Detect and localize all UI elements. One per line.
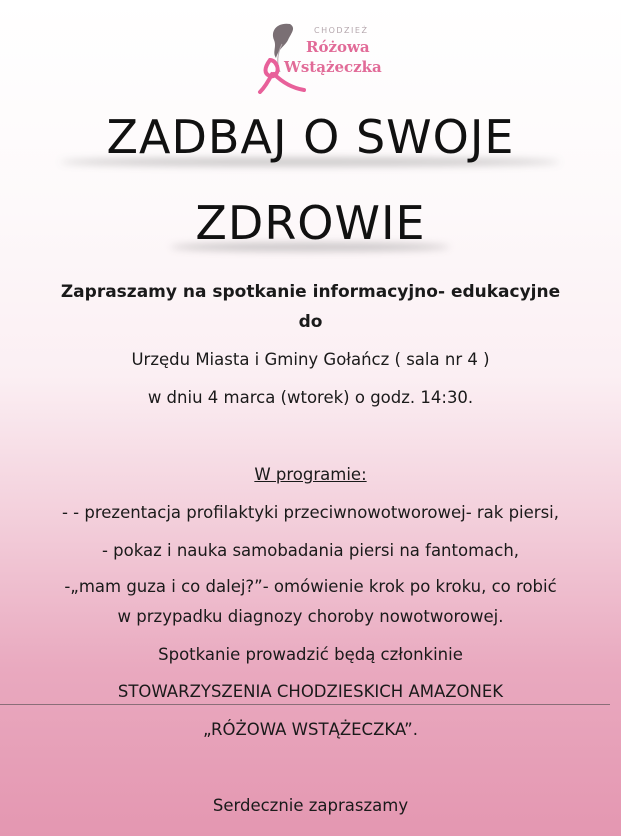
- invite-line-1: Zapraszamy na spotkanie informacyjno- edukacyjne: [60, 282, 561, 302]
- logo-small-text: CHODZIEŻ: [314, 26, 369, 35]
- invite-line-2: do: [298, 312, 323, 332]
- divider-line: [0, 704, 610, 705]
- logo-line-1: Różowa: [306, 38, 370, 56]
- title-line-1: ZADBAJ O SWOJE: [106, 110, 515, 164]
- program-heading: W programie:: [254, 465, 367, 484]
- host-line-1: Spotkanie prowadzić będą członkinie: [158, 645, 463, 664]
- program-item-2: - pokaz i nauka samobadania piersi na fantomach,: [101, 541, 520, 560]
- program-item-3: -„mam guza i co dalej?”- omówienie krok po kroku, co robić: [64, 577, 557, 596]
- logo-line-2: Wstążeczka: [284, 58, 382, 76]
- host-line-3: „RÓŻOWA WSTĄŻECZKA”.: [203, 720, 418, 739]
- invite-place: Urzędu Miasta i Gminy Gołańcz ( sala nr 4 ): [131, 350, 490, 369]
- logo: [252, 18, 382, 94]
- title-line-2: ZDROWIE: [195, 196, 426, 250]
- program-item-1: - - prezentacja profilaktyki przeciwnowotworowej- rak piersi,: [61, 503, 560, 522]
- host-line-2: STOWARZYSZENIA CHODZIESKICH AMAZONEK: [117, 682, 504, 701]
- closing-text: Serdecznie zapraszamy: [212, 796, 409, 815]
- program-item-4: w przypadku diagnozy choroby nowotworowej.: [117, 607, 504, 626]
- invite-date: w dniu 4 marca (wtorek) o godz. 14:30.: [147, 388, 474, 407]
